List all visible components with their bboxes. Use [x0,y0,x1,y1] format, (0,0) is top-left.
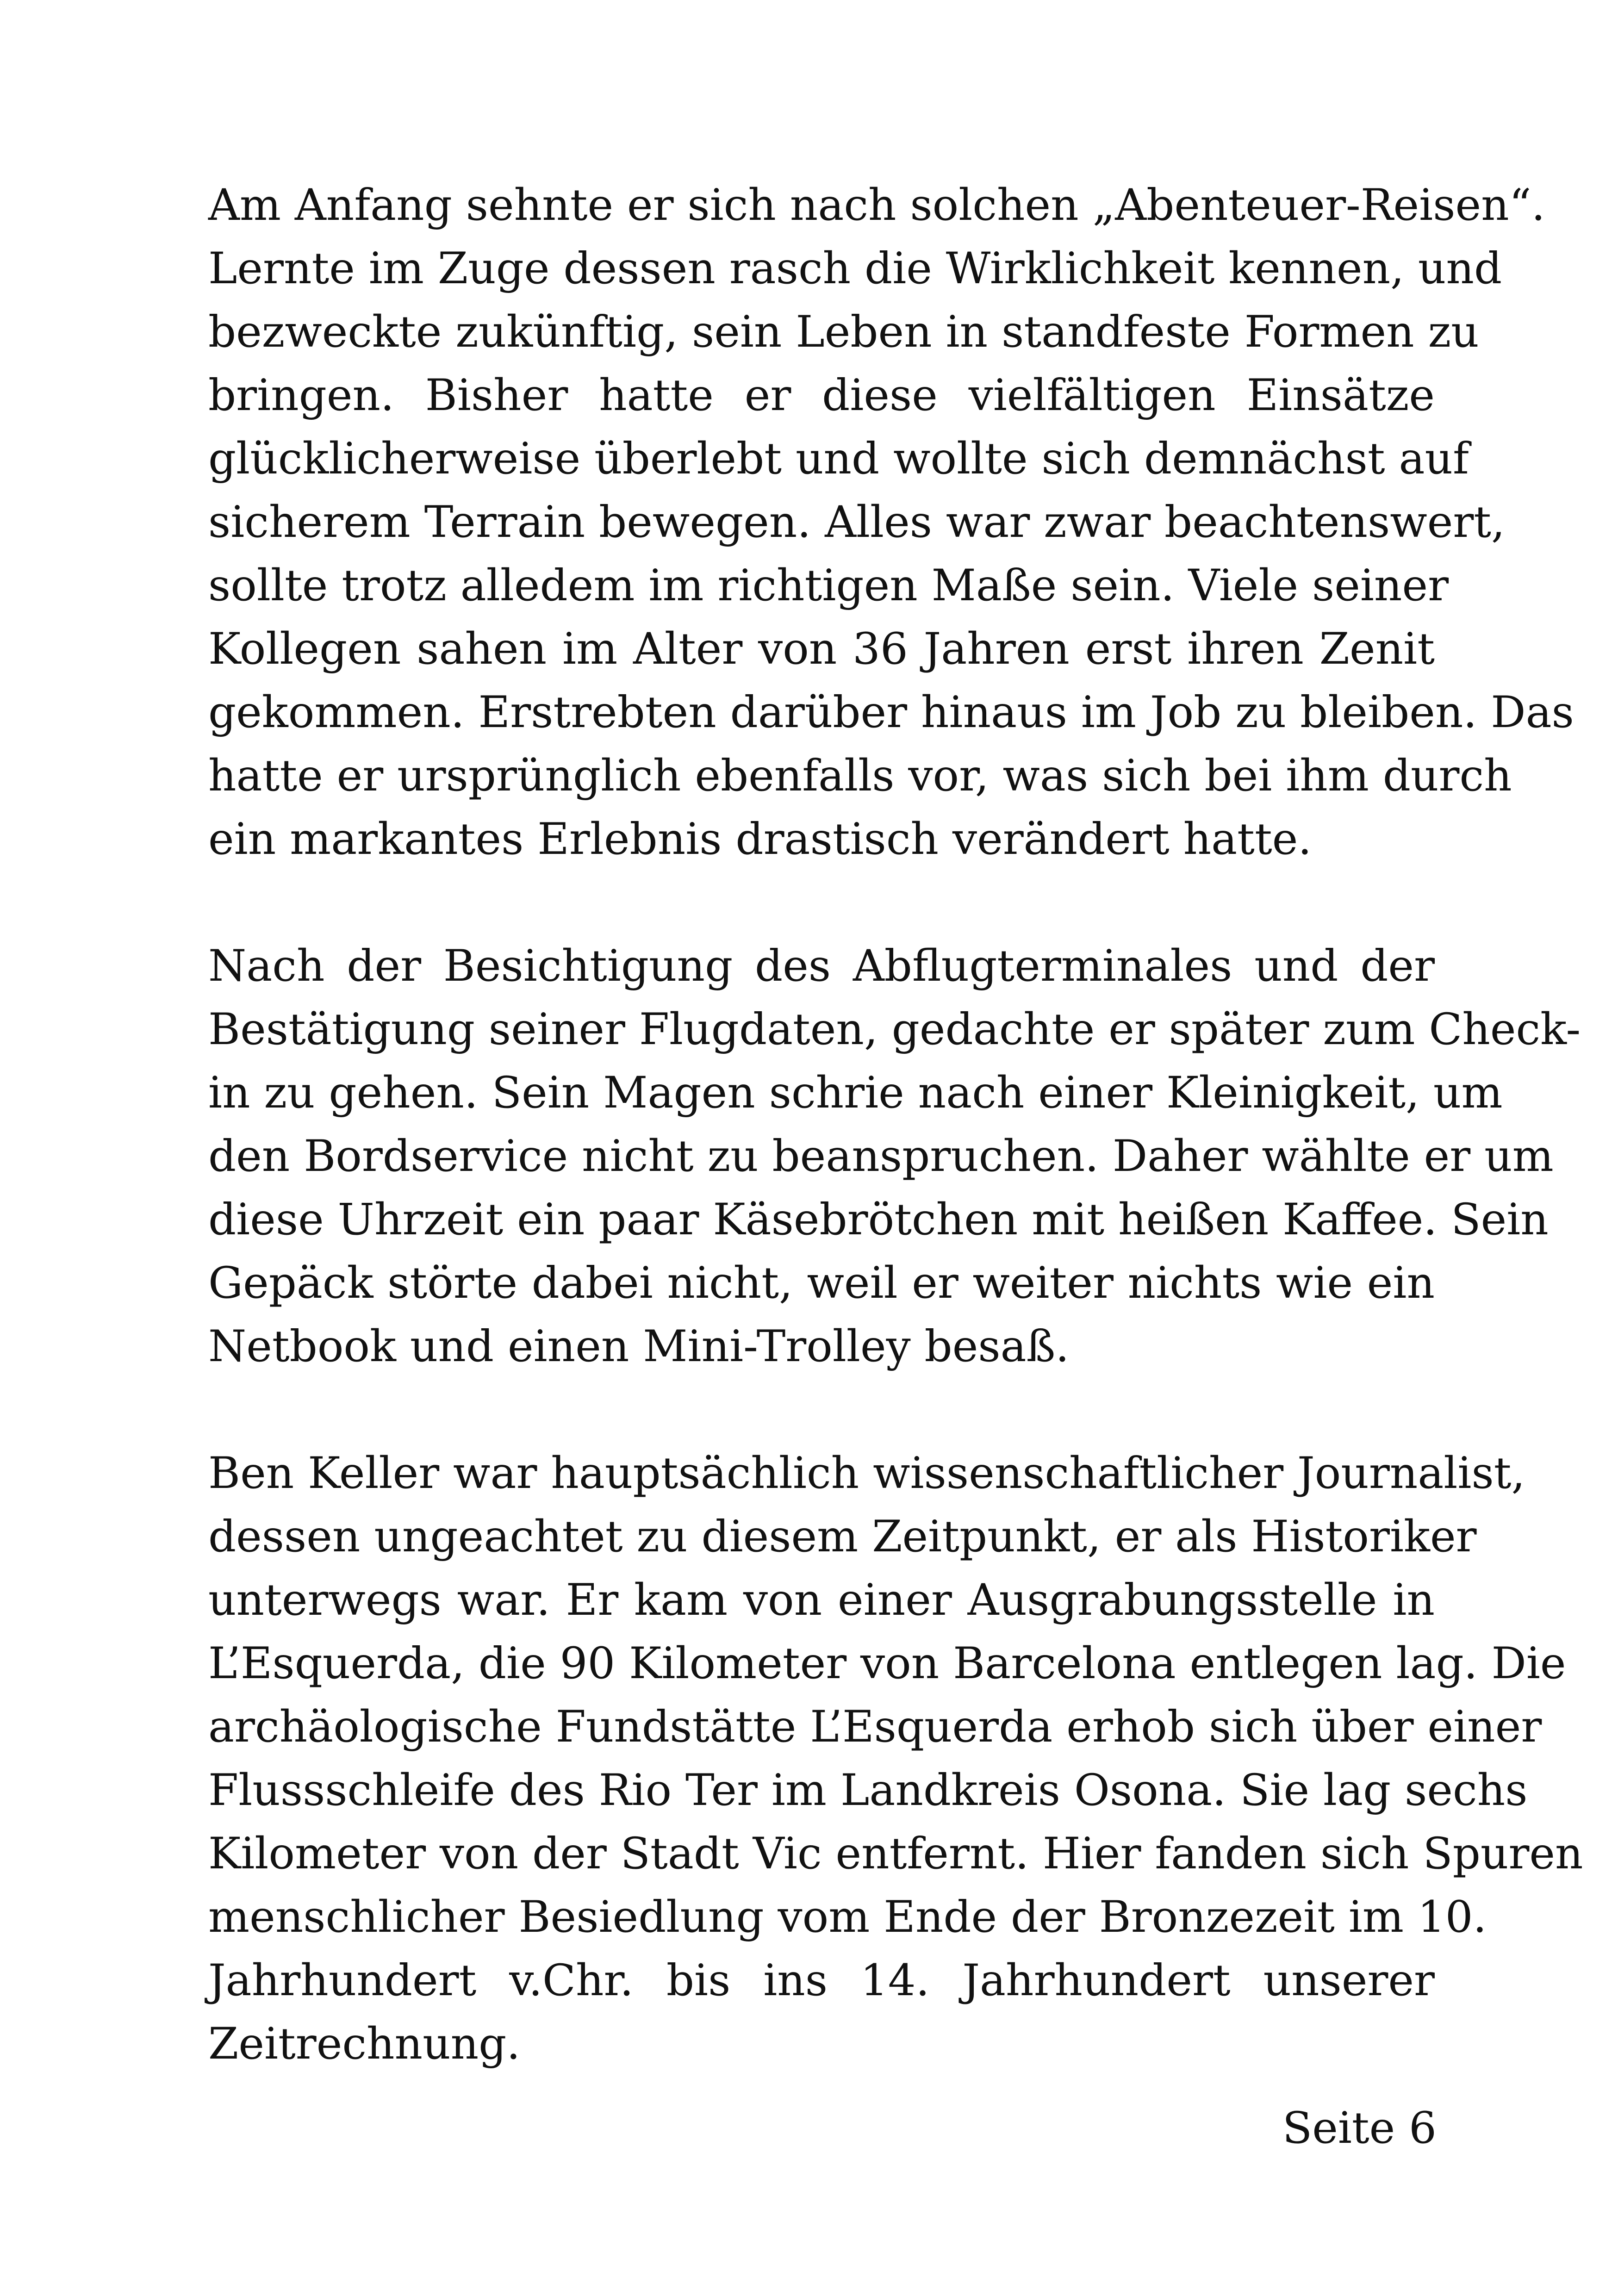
text-line: diese Uhrzeit ein paar Käsebrötchen mit heißen Kaffee. Sein [208,1195,1549,1245]
text-line: den Bordservice nicht zu beanspruchen. Daher wählte er um [208,1131,1554,1182]
body-text [208,174,1583,2076]
text-line: L’Esquerda, die 90 Kilometer von Barcelona entlegen lag. Die [208,1638,1566,1689]
text-line: Zeitrechnung. [208,2019,521,2069]
text-line: Bestätigung seiner Flugdaten, gedachte er später zum Check- [208,1004,1581,1055]
text-line: Flussschleife des Rio Ter im Landkreis Osona. Sie lag sechs [208,1765,1528,1816]
text-line: menschlicher Besiedlung vom Ende der Bronzezeit im 10. [208,1892,1487,1942]
text-line: in zu gehen. Sein Magen schrie nach einer Kleinigkeit, um [208,1068,1503,1118]
text-line: Netbook und einen Mini-Trolley besaß. [208,1321,1070,1372]
text-line: Am Anfang sehnte er sich nach solchen „Abenteuer-Reisen“. [208,180,1545,230]
text-line: sollte trotz alledem im richtigen Maße sein. Viele seiner [208,560,1449,611]
text-line: glücklicherweise überlebt und wollte sich demnächst auf [208,434,1469,484]
text-line: sicherem Terrain bewegen. Alles war zwar beachtenswert, [208,497,1505,548]
text-line: Gepäck störte dabei nicht, weil er weiter nichts wie ein [208,1258,1435,1308]
text-line: Jahrhundert v.Chr. bis ins 14. Jahrhundert unserer [208,1955,1435,2006]
text-line: Nach der Besichtigung des Abflugterminales und der [208,941,1435,991]
text-line: bezweckte zukünftig, sein Leben in standfeste Formen zu [208,307,1479,357]
text-line: Lernte im Zuge dessen rasch die Wirklichkeit kennen, und [208,243,1502,294]
paragraph-3 [208,1442,1583,2076]
paragraph-1 [208,174,1574,871]
paragraph-2 [208,934,1581,1378]
text-line: Kollegen sahen im Alter von 36 Jahren erst ihren Zenit [208,624,1435,674]
text-line: ein markantes Erlebnis drastisch verändert hatte. [208,814,1312,865]
text-line: dessen ungeachtet zu diesem Zeitpunkt, er als Historiker [208,1512,1477,1562]
text-line: hatte er ursprünglich ebenfalls vor, was sich bei ihm durch [208,751,1512,801]
text-line: Kilometer von der Stadt Vic entfernt. Hier fanden sich Spuren [208,1829,1583,1879]
text-line: gekommen. Erstrebten darüber hinaus im Job zu bleiben. Das [208,687,1574,738]
text-line: archäologische Fundstätte L’Esquerda erhob sich über einer [208,1702,1542,1752]
page-number: Seite 6 [1282,2103,1437,2153]
text-line: unterwegs war. Er kam von einer Ausgrabungsstelle in [208,1575,1435,1625]
text-line: Ben Keller war hauptsächlich wissenschaftlicher Journalist, [208,1448,1525,1499]
text-line: bringen. Bisher hatte er diese vielfältigen Einsätze [208,370,1435,421]
